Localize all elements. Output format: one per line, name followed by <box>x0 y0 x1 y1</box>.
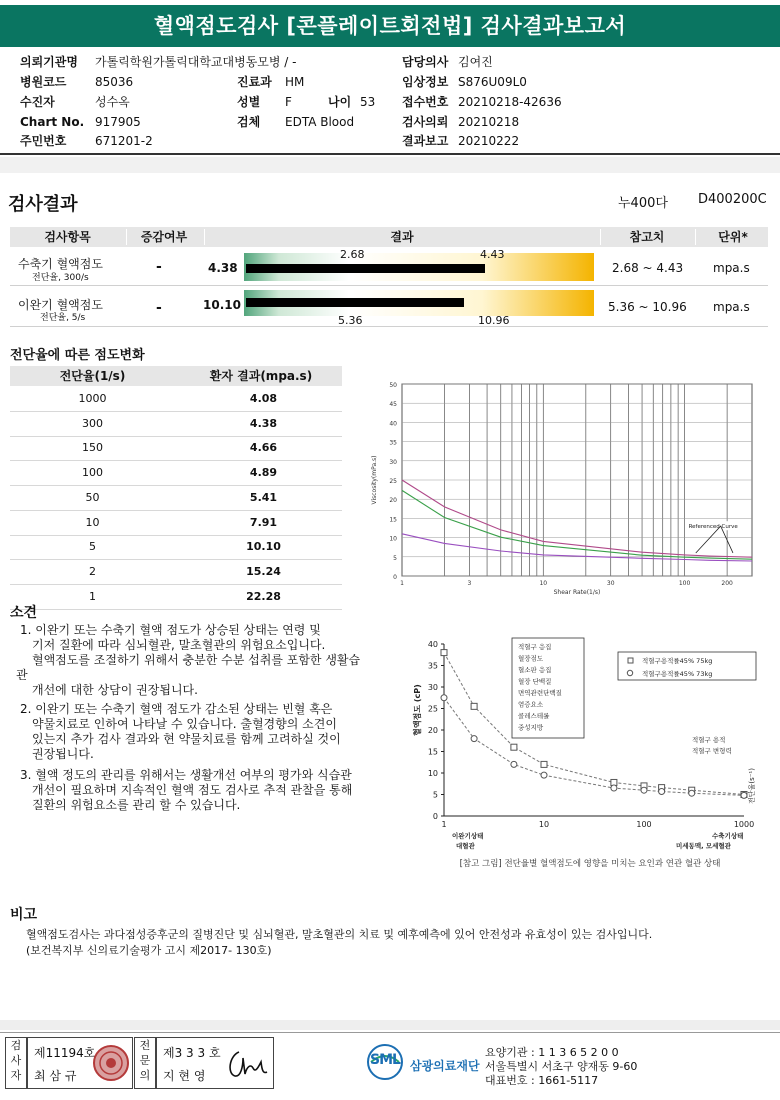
factor-label: 적혈구 응집 <box>518 643 552 651</box>
opinion-p3 <box>20 768 410 813</box>
specialist-box <box>156 1037 274 1089</box>
y-tick-label: 30 <box>427 683 438 692</box>
opinion-p1-line: 1. 이완기 또는 수축기 혈액 점도가 상승된 상태는 연령 및 <box>20 623 321 637</box>
report-date-value: 20210222 <box>458 134 520 148</box>
shear-title: 전단율에 따른 점도변화 <box>10 348 145 363</box>
series-marker-square <box>511 744 517 750</box>
series-marker-circle <box>471 736 477 742</box>
x-tick-label: 100 <box>678 580 691 587</box>
x-tick-label: 1 <box>400 580 404 587</box>
header-result: 결과 <box>390 230 414 244</box>
x-tick-label: 3 <box>467 580 472 587</box>
opinion-p1-line: 기저 질환에 따라 심뇌혈관, 말초혈관의 위험요소입니다. <box>32 638 326 652</box>
inspector-box <box>27 1037 133 1089</box>
y-tick-label: 25 <box>427 704 438 714</box>
opinion-p1-line: 개선에 대한 상담이 권장됩니다. <box>32 683 198 697</box>
doctor-value: 김여진 <box>458 55 493 69</box>
request-date-label: 검사의뢰 <box>402 115 449 129</box>
y-tick-label: 10 <box>389 535 397 543</box>
diastolic-low-label: 5.36 <box>338 314 363 327</box>
report-title: 혈액점도검사 [콘플레이트회전법] 검사결과보고서 <box>0 5 780 47</box>
opinion-p2-line: 권장됩니다. <box>32 747 94 761</box>
shear-row <box>10 485 342 511</box>
specimen-label: 검체 <box>237 115 261 129</box>
shear-header <box>10 366 342 386</box>
test-code-kr: 누400다 <box>618 196 668 211</box>
dept-label: 진료과 <box>237 75 272 89</box>
clinical-value: S876U09L0 <box>458 75 527 89</box>
y-tick-label: 20 <box>389 497 397 505</box>
company-name: 삼광의료재단 <box>410 1059 480 1073</box>
systolic-bar <box>246 264 485 273</box>
patient-label: 수진자 <box>20 95 55 109</box>
shear-row <box>10 510 342 536</box>
x-tick-label: 200 <box>721 580 733 587</box>
id-value: 671201-2 <box>95 134 153 148</box>
series-marker-square <box>471 703 477 709</box>
factor-label: 혈장점도 <box>518 654 544 663</box>
institution-label: 의뢰기관명 <box>20 55 78 69</box>
shear-result: 5.41 <box>249 490 278 504</box>
opinion-p3-line: 3. 혈액 정도의 관리를 위해서는 생활개선 여부의 평가와 식습관 <box>20 768 352 782</box>
opinion-p1 <box>16 623 410 698</box>
diastolic-flag: - <box>156 300 162 316</box>
shear-result: 4.89 <box>249 466 278 480</box>
shear-row <box>10 534 342 560</box>
y-tick-label: 5 <box>393 554 397 562</box>
shear-col-rate: 전단율(1/s) <box>59 369 126 383</box>
y-tick-label: 5 <box>432 790 438 800</box>
opinion-p1-line: 혈액점도를 조절하기 위해서 충분한 수분 섭취를 포함한 생활습 <box>32 653 361 667</box>
diastolic-unit: mpa.s <box>713 300 750 314</box>
viscosity-chart <box>366 376 762 598</box>
factor-label: 혈장 단백질 <box>518 677 552 686</box>
y-axis-label: 혈액점도 (cP) <box>413 684 422 736</box>
shear-rate: 1000 <box>78 392 107 405</box>
factor-label: 면역관련단백질 <box>518 689 562 697</box>
results-header <box>10 227 768 247</box>
dept-value: HM <box>285 75 305 89</box>
shear-rate: 1 <box>89 589 96 603</box>
shear-row <box>10 386 342 412</box>
systolic-ref: 2.68 ~ 4.43 <box>612 261 684 275</box>
company-phone: 대표번호 : 1661-5117 <box>485 1074 599 1087</box>
y-tick-label: 40 <box>389 420 397 428</box>
systolic-name: 수축기 혈액점도 <box>18 257 103 271</box>
shear-rate: 2 <box>89 564 96 578</box>
request-date-value: 20210218 <box>458 115 520 129</box>
specialist-label-char: 문 <box>139 1054 151 1067</box>
age-label: 나이 <box>328 95 352 109</box>
opinion-p2-line: 있는지 추가 검사 결과와 현 약물치료를 함께 고려하실 것이 <box>32 732 341 746</box>
shear-result: 7.91 <box>249 515 278 529</box>
specimen-value: EDTA Blood <box>285 115 355 129</box>
institution-code: 요양기관 : 1 1 3 6 5 2 0 0 <box>485 1046 619 1059</box>
specialist-label-char: 전 <box>139 1039 151 1052</box>
shear-result: 15.24 <box>246 564 281 578</box>
clinical-label: 임상정보 <box>402 75 449 89</box>
x-right-label: 미세동맥, 모세혈관 <box>676 842 731 850</box>
series-marker-square <box>541 761 547 767</box>
x-tick-label: 1000 <box>733 820 755 829</box>
factor-label: 콜레스테롤 <box>518 712 550 720</box>
shear-row <box>10 584 342 610</box>
y-axis-label: Viscosity(mPa.s) <box>371 455 378 505</box>
series-marker-circle <box>741 792 747 798</box>
signature-icon <box>225 1044 269 1082</box>
x-left-label: 이완기상태 <box>452 832 484 840</box>
sex-label: 성별 <box>237 95 261 109</box>
test-code: D400200C <box>698 192 767 207</box>
header-reference: 참고치 <box>629 230 665 244</box>
receipt-label: 접수번호 <box>402 95 449 109</box>
shear-result: 4.38 <box>249 416 278 430</box>
series-marker-circle <box>511 761 517 767</box>
results-title: 검사결과 <box>8 194 78 215</box>
inspector-name: 최 삼 규 <box>34 1069 77 1083</box>
y-tick-label: 15 <box>389 516 397 524</box>
opinion-p2-line: 2. 이완기 또는 수축기 혈액 점도가 감소된 상태는 빈혈 혹은 <box>20 702 333 716</box>
diastolic-name: 이완기 혈액점도 <box>18 298 103 312</box>
diastolic-high-label: 10.96 <box>478 314 510 327</box>
right-label: 적혈구 용적 <box>692 736 726 744</box>
x-tick-label: 30 <box>606 580 615 587</box>
right-label: 적혈구 변형력 <box>692 747 732 755</box>
inspector-label-char: 검 <box>10 1039 22 1052</box>
shear-rate: 5 <box>89 540 96 554</box>
y-tick-label: 50 <box>389 382 397 389</box>
header-unit: 단위* <box>718 230 748 244</box>
y-tick-label: 45 <box>389 401 397 409</box>
specialist-label-char: 의 <box>139 1069 151 1082</box>
y-tick-label: 0 <box>432 812 438 821</box>
y-tick-label: 30 <box>389 458 397 466</box>
doctor-label: 담당의사 <box>402 55 449 69</box>
opinion-p1-line: 관 <box>16 668 28 682</box>
series-marker-circle <box>541 772 547 778</box>
result-row-diastolic <box>10 288 768 327</box>
y-tick-label: 15 <box>427 747 438 757</box>
x-right-label: 수축기상태 <box>712 832 744 840</box>
specialist-label <box>134 1037 156 1089</box>
diastolic-value: 10.10 <box>203 298 241 312</box>
hospital-code-label: 병원코드 <box>20 75 67 89</box>
y-tick-label: 35 <box>389 439 397 447</box>
series-marker-circle <box>641 787 647 793</box>
header-flag: 증감여부 <box>140 230 188 244</box>
shear-rate: 150 <box>82 441 103 455</box>
chart-label: Chart No. <box>20 115 85 129</box>
institution-value: 가톨릭학원가톨릭대학교대병동모병 / - <box>95 55 297 69</box>
y-tick-label: 35 <box>427 661 438 671</box>
receipt-value: 20210218-42636 <box>458 95 562 109</box>
opinion-p2-line: 약물치료로 인하여 나타날 수 있습니다. 출혈경향의 소견이 <box>32 717 337 731</box>
id-label: 주민번호 <box>20 134 67 148</box>
x-left-label: 대혈관 <box>456 842 475 850</box>
hospital-code-value: 85036 <box>95 75 134 89</box>
chart-value: 917905 <box>95 115 141 129</box>
remarks-title: 비고 <box>10 907 38 923</box>
series-marker-circle <box>611 785 617 791</box>
diastolic-sub: 전단율, 5/s <box>40 313 86 323</box>
x-tick-label: 10 <box>538 820 550 829</box>
shear-col-result: 환자 결과(mpa.s) <box>209 369 313 383</box>
opinion-p3-line: 질환의 위험요소를 관리 할 수 있습니다. <box>32 798 241 812</box>
report-date-label: 결과보고 <box>402 134 449 148</box>
right-axis-label: 전단율(s⁻¹) <box>748 768 756 804</box>
factor-label: 혈소판 응집 <box>518 666 552 674</box>
shear-row <box>10 435 342 461</box>
legend-marker-square <box>628 658 633 663</box>
shear-row <box>10 559 342 585</box>
x-tick-label: 10 <box>539 580 548 587</box>
company-address: 서울특별시 서초구 양재동 9-60 <box>485 1060 638 1073</box>
chart-caption: [참고 그림] 전단율별 혈액점도에 영향을 미치는 요인과 연관 혈관 상태 <box>459 859 721 869</box>
shear-result: 10.10 <box>246 540 281 554</box>
factor-label: 중성지방 <box>518 723 544 732</box>
info-divider <box>0 153 780 155</box>
inspector-no: 제11194호 <box>34 1046 96 1060</box>
shear-row <box>10 460 342 486</box>
series-marker-circle <box>441 695 447 701</box>
specialist-name: 지 현 영 <box>163 1069 206 1083</box>
x-axis-label: Shear Rate(1/s) <box>553 589 601 596</box>
reference-chart <box>408 632 772 874</box>
legend-marker-circle <box>627 670 632 675</box>
header-item: 검사항목 <box>44 230 91 244</box>
y-tick-label: 25 <box>389 478 397 485</box>
shear-rate: 50 <box>85 490 100 504</box>
systolic-high-label: 4.43 <box>480 248 505 261</box>
patient-value: 성수옥 <box>95 95 130 109</box>
diastolic-bar <box>246 298 464 307</box>
x-tick-label: 1 <box>441 820 447 829</box>
systolic-sub: 전단율, 300/s <box>32 273 89 283</box>
shear-result: 4.08 <box>249 392 278 405</box>
sml-logo-text: SML <box>370 1052 400 1068</box>
footer-band <box>0 1020 780 1030</box>
shear-rate: 100 <box>82 466 103 480</box>
y-tick-label: 40 <box>427 640 438 649</box>
shear-rate: 10 <box>85 515 100 529</box>
series-marker-square <box>441 650 447 656</box>
systolic-low-label: 2.68 <box>340 248 365 261</box>
opinion-p2 <box>20 702 410 762</box>
diastolic-ref: 5.36 ~ 10.96 <box>608 300 687 314</box>
opinion-title: 소견 <box>10 605 38 621</box>
remarks-line1: 혈액점도검사는 과다점성증후군의 질병진단 및 심뇌혈관, 말초혈관의 치료 및 예후예측에 있어 안전성과 유효성이 있는 검사입니다. <box>26 928 653 941</box>
y-tick-label: 10 <box>427 769 438 778</box>
shear-row <box>10 411 342 437</box>
inspector-label-char: 자 <box>10 1069 22 1082</box>
result-row-systolic <box>10 249 768 286</box>
shear-rate: 300 <box>82 416 103 430</box>
series-marker-circle <box>689 790 695 796</box>
shear-result: 22.28 <box>246 589 281 603</box>
systolic-unit: mpa.s <box>713 261 750 275</box>
y-tick-label: 20 <box>427 726 438 735</box>
age-value: 53 <box>360 95 376 109</box>
legend-label: 적혈구용적률45% 75kg <box>642 657 713 665</box>
x-tick-label: 100 <box>636 820 652 829</box>
y-tick-label: 0 <box>393 574 397 581</box>
inspector-label-char: 사 <box>10 1054 22 1067</box>
shear-result: 4.66 <box>249 441 278 455</box>
systolic-value: 4.38 <box>208 261 238 275</box>
seal-icon <box>92 1043 130 1083</box>
annotation-label: Referenced Curve <box>688 524 738 531</box>
info-band <box>0 157 780 173</box>
opinion-p3-line: 개선이 필요하며 지속적인 혈액 점도 검사로 추적 관찰을 통해 <box>32 783 353 797</box>
factor-label: 염증요소 <box>518 700 544 709</box>
remarks-line2: (보건복지부 신의료기술평가 고시 제2017- 130호) <box>26 944 272 957</box>
sex-value: F <box>285 95 292 109</box>
systolic-flag: - <box>156 259 162 275</box>
legend-label: 적혈구용적률45% 73kg <box>642 670 713 678</box>
inspector-label <box>5 1037 27 1089</box>
specialist-no: 제3 3 3 호 <box>163 1046 221 1060</box>
series-marker-circle <box>659 788 665 794</box>
